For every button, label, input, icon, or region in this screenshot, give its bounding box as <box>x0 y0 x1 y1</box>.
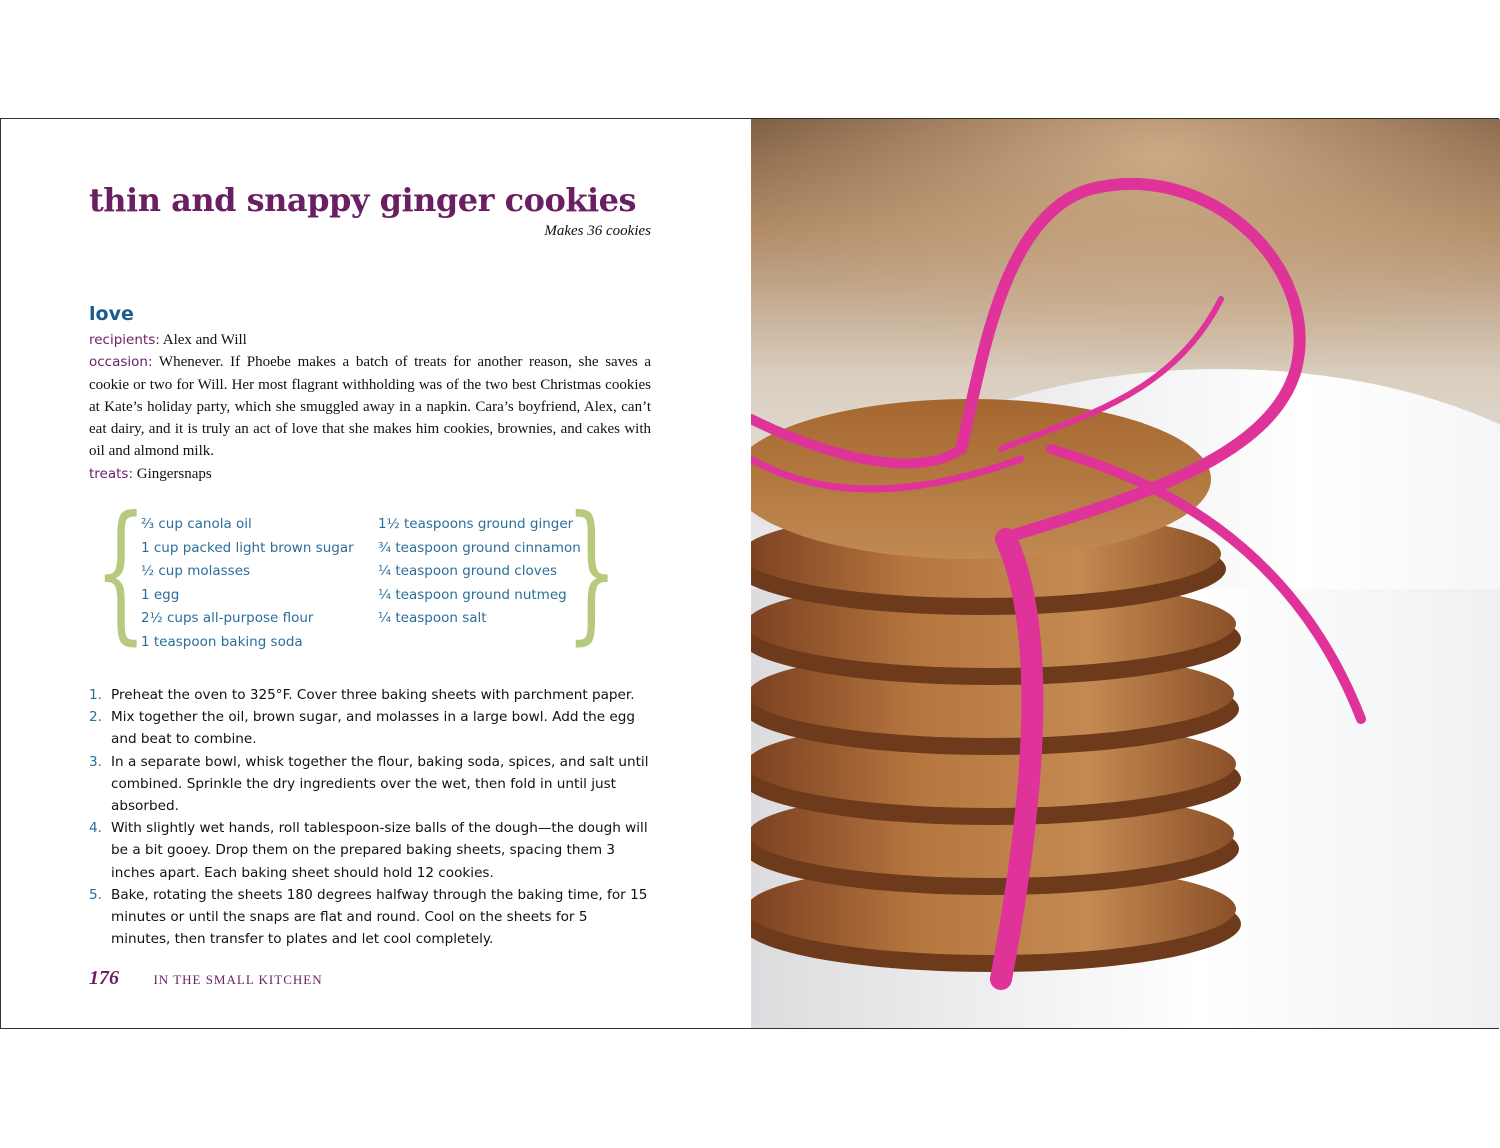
recipients-text: Alex and Will <box>162 332 247 348</box>
section-heading: love <box>89 303 134 325</box>
instructions-list <box>89 684 649 950</box>
occasion-label: occasion: <box>89 354 153 371</box>
ingredient-item: 1 egg <box>141 586 180 603</box>
treats-text: Gingersnaps <box>136 465 212 482</box>
ingredient-item: 2½ cups all-purpose flour <box>141 610 314 627</box>
ingredient-item: ¼ teaspoon ground nutmeg <box>378 586 567 603</box>
right-brace-ornament: } <box>565 485 618 659</box>
left-brace-ornament: { <box>94 485 147 659</box>
step-text: Preheat the oven to 325°F. Cover three baking sheets with parchment paper. <box>111 687 635 703</box>
step-number: 1. <box>89 687 102 703</box>
instruction-step <box>89 884 649 951</box>
love-section <box>89 303 651 485</box>
ingredient-item: 1 cup packed light brown sugar <box>141 539 354 556</box>
instruction-step <box>89 706 649 750</box>
step-number: 5. <box>89 886 102 903</box>
recipients-line <box>89 329 651 351</box>
ingredients-block <box>91 485 621 661</box>
ingredient-item: ½ cup molasses <box>141 563 251 580</box>
recipe-yield: Makes 36 cookies <box>544 223 651 239</box>
recipients-label: recipients: <box>89 332 160 348</box>
instruction-step <box>89 684 649 706</box>
ingredients-column-right <box>378 513 581 631</box>
ingredient-item: ¼ teaspoon salt <box>378 610 487 627</box>
step-text: Mix together the oil, brown sugar, and molasses in a large bowl. Add the egg and beat to combine. <box>111 709 636 748</box>
step-number: 2. <box>89 709 102 726</box>
step-number: 3. <box>89 753 102 770</box>
ingredient-item: ¾ teaspoon ground cinnamon <box>378 539 581 556</box>
occasion-text: Whenever. If Phoebe makes a batch of treats for another reason, she saves a cookie or two for Will. Her most flagrant withholding was of the two best Christmas cookies at Kate’s holiday party, which she smuggled away in a napkin. Cara’s boyfriend, Alex, can’t eat dairy, and it is truly an act of love that she makes him cookies, brownies, and cakes with oil and almond milk. <box>89 354 651 460</box>
step-text: Bake, rotating the sheets 180 degrees halfway through the baking time, for 15 minutes or until the snaps are flat and round. Cool on the sheets for 5 minutes, then transfer to plates and let cool completely. <box>111 886 648 948</box>
page-footer <box>89 967 323 990</box>
treats-line <box>89 463 651 485</box>
cookie-stack-photo <box>751 119 1500 1028</box>
instruction-step <box>89 817 649 884</box>
ingredients-column-left <box>141 513 354 655</box>
recipe-title: thin and snappy ginger cookies <box>89 181 637 219</box>
occasion-paragraph <box>89 351 651 462</box>
step-text: With slightly wet hands, roll tablespoon-size balls of the dough—the dough will be a bit gooey. Drop them on the prepared baking sheets, spacing them 3 inches apart. Each baking sheet should hold 12 cookies. <box>111 820 648 881</box>
step-number: 4. <box>89 820 102 837</box>
treats-label: treats: <box>89 465 134 482</box>
instruction-step <box>89 751 649 818</box>
ingredient-item: ⅔ cup canola oil <box>141 516 252 532</box>
ingredient-item: 1½ teaspoons ground ginger <box>378 516 574 532</box>
ingredient-item: 1 teaspoon baking soda <box>141 633 303 650</box>
left-page <box>1 119 751 1028</box>
step-text: In a separate bowl, whisk together the flour, baking soda, spices, and salt until combined. Sprinkle the dry ingredients over the wet, then fold in until just absorbed. <box>111 753 649 815</box>
book-spread <box>0 118 1499 1029</box>
running-head: IN THE SMALL KITCHEN <box>153 972 323 987</box>
page-number: 176 <box>89 967 119 989</box>
ingredient-item: ¼ teaspoon ground cloves <box>378 563 558 580</box>
